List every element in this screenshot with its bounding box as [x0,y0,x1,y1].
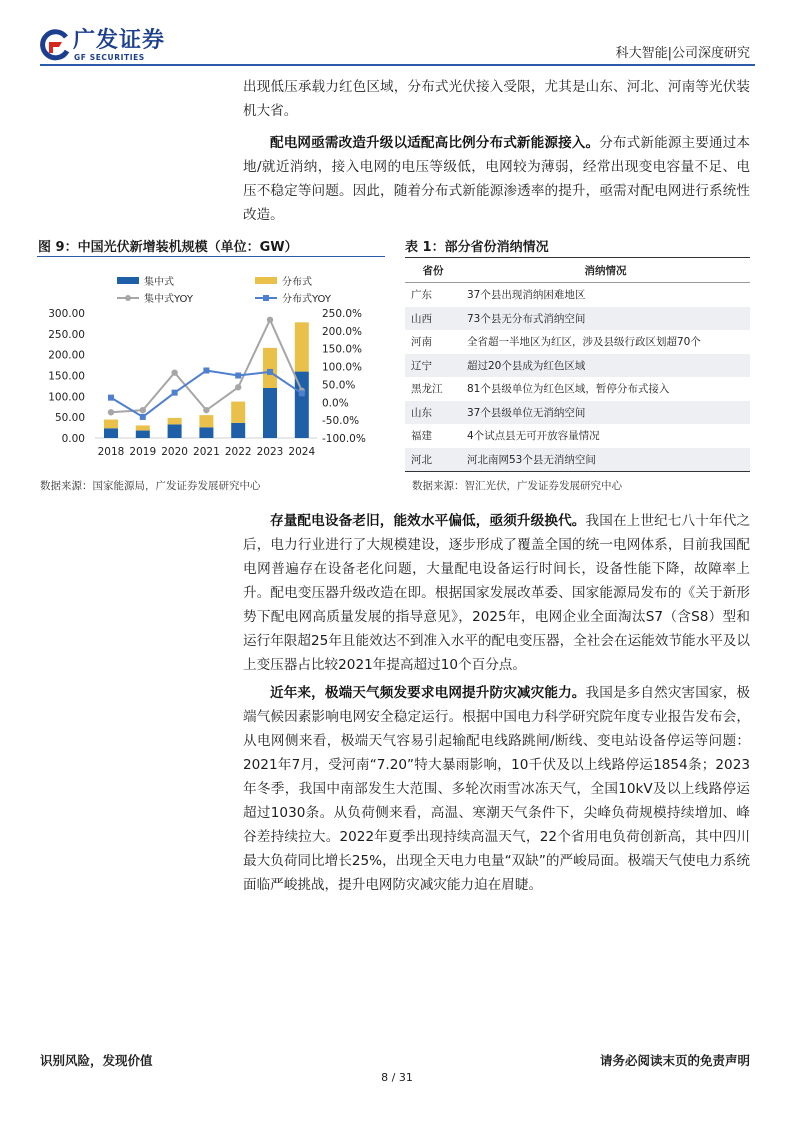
paragraph-red-zone [243,75,750,123]
centralized-yoy-point [203,407,209,413]
status-cell: 超过20个县成为红色区域 [461,354,750,378]
legend-swatch [117,277,139,284]
x-tick-label: 2024 [288,446,316,458]
x-tick-label: 2018 [97,446,125,458]
legend-label: 分布式YOY [282,294,331,305]
body-bottom [243,509,750,905]
legend-label: 集中式YOY [144,294,193,305]
paragraph-lead: 存量配电设备老旧，能效水平偏低，亟须升级换代。 [270,513,586,529]
distributed-yoy-point [108,395,114,401]
y-tick-label: 300.00 [48,308,85,320]
bar-centralized [136,431,150,438]
y2-tick-label: 100.0% [322,361,363,374]
y2-tick-label: 200.0% [322,325,363,338]
paragraph-extreme-weather [243,681,750,897]
centralized-yoy-point [171,369,177,375]
centralized-yoy-point [235,384,241,390]
table-title: 表 1：部分省份消纳情况 [405,240,549,255]
bar-distributed [231,402,245,423]
province-cell: 山西 [405,307,461,331]
table-row [405,401,750,425]
status-cell: 81个县级单位为红色区域，暂停分布式接入 [467,383,670,396]
province-cell: 广东 [411,289,432,302]
paragraph-text: 分布式新能源主要通过本地/就近消纳，接入电网的电压等级低，电网较为薄弱，经常出现变电容量不足、电压不稳定等问题。因此，随着分布式新能源渗透率的提升，亟需对配电网进行系统性改造。 [243,135,751,223]
gf-logo-icon [40,29,70,61]
legend-label: 分布式 [282,277,312,288]
y2-tick-label: 250.0% [322,308,363,320]
status-cell: 37个县出现消纳困难地区 [467,289,586,302]
province-cell: 河北 [405,448,461,472]
status-cell: 37个县级单位无消纳空间 [461,401,750,425]
province-cell: 河南 [411,336,432,349]
y-tick-label: 200.00 [48,349,85,362]
table-header-row [405,258,750,283]
table-source: 数据来源：智汇光伏，广发证券发展研究中心 [412,480,622,492]
x-tick-label: 2023 [256,446,284,458]
status-cell: 4个试点县无可开放容量情况 [467,430,600,443]
report-tag: 科大智能|公司深度研究 [615,46,750,61]
table-header-status: 消纳情况 [461,258,750,283]
figure-source: 数据来源：国家能源局，广发证券发展研究中心 [40,480,261,492]
province-table-wrap [405,257,750,472]
paragraph-text: 出现低压承载力红色区域，分布式光伏接入受限，尤其是山东、河北、河南等光伏装机大省。 [243,79,750,119]
distributed-yoy-point [267,369,273,375]
province-cell: 山东 [405,401,461,425]
distributed-yoy-point [235,373,241,379]
bar-distributed [136,425,150,430]
table-row [405,307,750,331]
y-tick-label: 250.00 [48,328,85,341]
y-tick-label: 150.00 [48,370,85,383]
x-tick-label: 2020 [161,446,188,458]
paragraph-lead: 近年来，极端天气频发要求电网提升防灾减灾能力。 [270,685,586,701]
page-number: 8 / 31 [381,1071,413,1084]
y2-tick-label: -100.0% [322,433,366,445]
status-cell: 全省超一半地区为红区，涉及县级行政区划超70个 [467,336,701,349]
logo-name-cn: 广发证券 [73,28,166,53]
distributed-yoy-point [299,390,305,396]
y2-tick-label: 0.0% [322,397,349,410]
distributed-yoy-point [203,368,209,374]
paragraph-distribution-network [243,131,750,227]
legend-label: 集中式 [144,277,174,288]
bar-centralized [199,427,213,438]
x-tick-label: 2022 [224,446,252,458]
table-row [405,424,750,448]
figure-title-rule [37,256,385,257]
status-cell: 73个县无分布式消纳空间 [461,307,750,331]
y2-tick-label: 50.0% [322,379,356,392]
bar-distributed [295,322,309,371]
paragraph-text: 我国是多自然灾害国家，极端气候因素影响电网安全稳定运行。根据中国电力科学研究院年度专业报告发布会，从电网侧来看，极端天气容易引起输配电线路跳闸/断线、变电站设备停运等问题：2021年7月，受河南“7.20”特大暴雨影响，10千伏及以上线路停运1854条；2023年冬季，我国中南部发生大范围、多轮次雨雪冰冻天气，全国10kV及以上线路停运超过1030条。从负荷侧来看，高温、寒潮天气条件下，尖峰负荷规模持续增加、峰谷差持续拉大。2022年夏季出现持续高温天气，22个省用电负荷创新高，其中四川最大负荷同比增长25%，出现全天电力电量“双缺”的严峻局面。极端天气使电力系统面临严峻挑战，提升电网防灾减灾能力迫在眉睫。 [243,685,751,893]
centralized-yoy-point [267,317,273,323]
header-rule [40,64,755,66]
province-cell: 辽宁 [405,354,461,378]
legend-swatch [255,277,277,284]
y-tick-label: 0.00 [61,433,85,445]
footer-disclaimer-link[interactable]: 请务必阅读末页的免责声明 [599,1053,750,1068]
y-tick-label: 100.00 [48,391,85,404]
status-cell: 河北南网53个县无消纳空间 [461,448,750,472]
legend-marker [125,295,131,301]
province-table [405,257,750,472]
paragraph-text: 我国在上世纪七八十年代之后，电力行业进行了大规模建设，逐步形成了覆盖全国的统一电网体系，目前我国配电网普遍存在设备老化问题，大量配电设备运行时间长，设备性能下降，故障率上升。配电变压器升级改造在即。根据国家发展改革委、国家能源局发布的《关于新形势下配电网高质量发展的指导意见》，2025年，电网企业全面淘汰S7（含S8）型和运行年限超25年且能效达不到准入水平的配电变压器，全社会在运能效节能水平及以上变压器占比较2021年提高超过10个百分点。 [243,513,751,673]
paragraph-lead: 配电网亟需改造升级以适配高比例分布式新能源接入。 [270,135,600,151]
x-tick-label: 2021 [193,446,220,458]
y2-tick-label: -50.0% [322,415,360,428]
distributed-yoy-point [140,414,146,420]
province-cell: 福建 [411,430,432,443]
table-header-province: 省份 [405,258,461,283]
centralized-yoy-point [108,409,114,415]
bar-distributed [263,348,277,388]
x-tick-label: 2019 [129,446,157,458]
table-row [405,448,750,472]
legend-marker [263,295,269,301]
table-row [405,283,750,307]
y-tick-label: 50.00 [54,412,85,425]
table-row [405,377,750,401]
body-top [243,75,750,235]
logo-name-en: GF SECURITIES [74,53,145,62]
bar-distributed [168,418,182,424]
footer-slogan: 识别风险，发现价值 [40,1053,153,1068]
table-row [405,354,750,378]
centralized-yoy-point [140,407,146,413]
bar-centralized [263,388,277,438]
y2-tick-label: 150.0% [322,343,363,356]
table-row [405,330,750,354]
bar-centralized [231,423,245,438]
bar-distributed [199,415,213,427]
figure-title: 图 9：中国光伏新增装机规模（单位：GW） [38,240,298,255]
paragraph-aging-equipment [243,509,750,677]
distributed-yoy-point [172,390,178,396]
bar-centralized [168,424,182,438]
bar-distributed [104,420,118,429]
pv-installation-chart [37,258,385,473]
bar-centralized [104,428,118,438]
province-cell: 黑龙江 [411,383,443,396]
